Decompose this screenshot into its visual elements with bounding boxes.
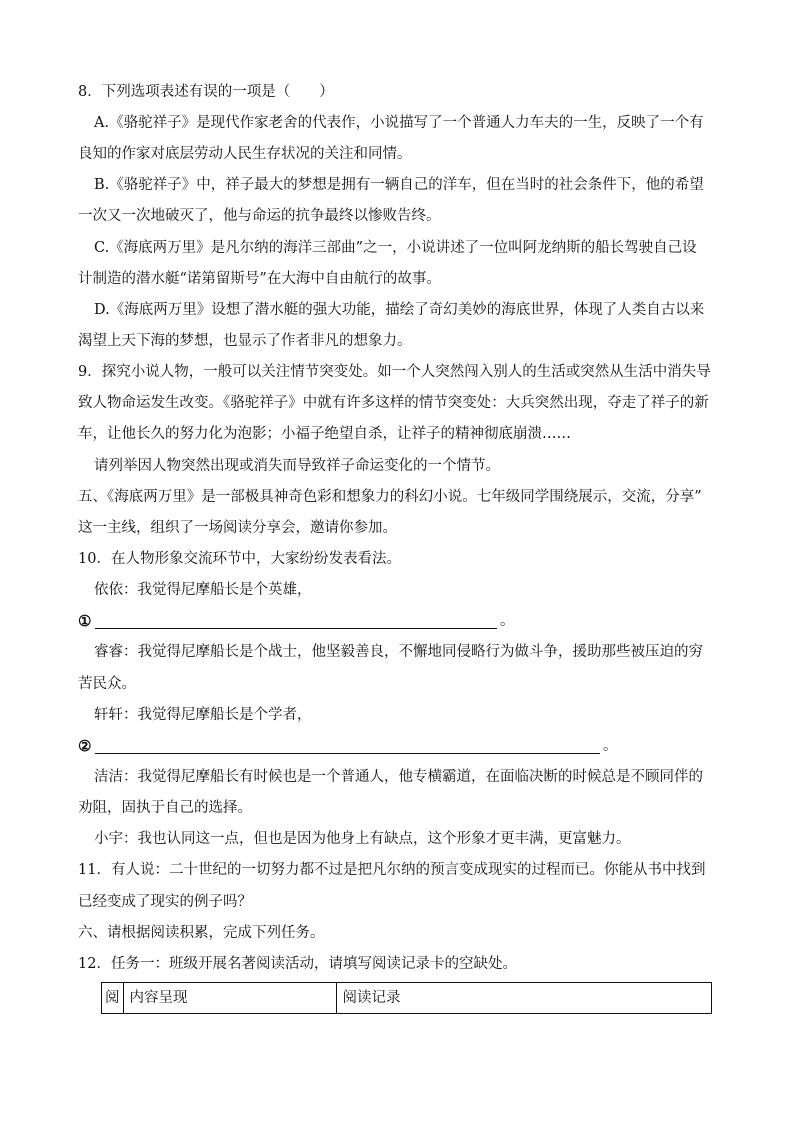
blank-marker-2: ② — [78, 737, 92, 755]
table-header-row — [102, 983, 712, 1014]
q10-ruirui-line1: 睿睿：我觉得尼摩船长是个战士，他坚毅善良，不懈地同侵略行为做斗争，援助那些被压迫的穷 — [94, 644, 703, 660]
q10-ruirui-line2: 苦民众。 — [78, 676, 136, 692]
blank-2-period: 。 — [603, 738, 618, 754]
q10-jiejie-line2: 劝阻，固执于自己的选择。 — [78, 800, 252, 816]
q11-line2: 已经变成了现实的例子吗？ — [78, 894, 252, 910]
q9-line2: 致人物命运发生改变。《骆驼祥子》中就有许多这样的情节突变处：大兵突然出现，夺走了祥子的新 — [78, 395, 709, 411]
blank-marker-1: ① — [78, 612, 92, 630]
answer-blank-2[interactable] — [95, 753, 600, 754]
q11-line1: 11．有人说：二十世纪的一切努力都不过是把凡尔纳的预言变成现实的过程而已。你能从书中找到 — [78, 862, 706, 878]
q10-jiejie-line1: 洁洁：我觉得尼摩船长有时候也是一个普通人，他专横霸道，在面临决断的时候总是不顾同伴的 — [94, 769, 703, 785]
q8-option-d-line2: 渴望上天下海的梦想，也显示了作者非凡的想象力。 — [78, 333, 412, 349]
q8-option-d-line1: D.《海底两万里》设想了潜水艇的强大功能，描绘了奇幻美妙的海底世界，体现了人类自古以来 — [94, 302, 705, 318]
section5-line2: 这一主线，组织了一场阅读分享会，邀请你参加。 — [78, 520, 397, 536]
q10-xuanxuan: 轩轩：我觉得尼摩船长是个学者， — [94, 707, 312, 723]
blank-1-period: 。 — [500, 613, 515, 629]
q10-stem: 10．在人物形象交流环节中，大家纷纷发表看法。 — [78, 551, 401, 567]
q8-stem: 8．下列选项表述有误的一项是（ ） — [78, 84, 334, 100]
table-header-cell: 阅 — [102, 983, 124, 1014]
q8-option-b-line2: 一次又一次地破灭了，他与命运的抗争最终以惨败告终。 — [78, 208, 441, 224]
q9-line3: 车，让他长久的努力化为泡影；小福子绝望自杀，让祥子的精神彻底崩溃…… — [78, 426, 571, 442]
answer-blank-1[interactable] — [95, 628, 497, 629]
q8-option-c-line1: C.《海底两万里》是凡尔纳的海洋三部曲”之一，小说讲述了一位叫阿龙纳斯的船长驾驶自己设 — [94, 240, 697, 256]
q12-stem: 12．任务一：班级开展名著阅读活动，请填写阅读记录卡的空缺处。 — [78, 956, 517, 972]
q9-prompt: 请列举因人物突然出现或消失而导致祥子命运变化的一个情节。 — [94, 458, 500, 474]
q8-option-c-line2: 计制造的潜水艇“诺第留斯号”在大海中自由航行的故事。 — [78, 271, 441, 287]
q9-line1: 9．探究小说人物，一般可以关注情节突变处。如一个人突然闯入别人的生活或突然从生活中消失导 — [78, 364, 711, 380]
q10-xiaoyu: 小宇：我也认同这一点，但也是因为他身上有缺点，这个形象才更丰满，更富魅力。 — [94, 831, 631, 847]
q10-yiyi: 依依：我觉得尼摩船长是个英雄， — [94, 582, 312, 598]
table-header-cell: 内容呈现 — [123, 983, 336, 1014]
section6-title: 六、请根据阅读积累，完成下列任务。 — [78, 925, 325, 941]
q8-option-a-line2: 良知的作家对底层劳动人民生存状况的关注和同情。 — [78, 146, 412, 162]
reading-record-table — [101, 982, 712, 1014]
q8-option-b-line1: B.《骆驼祥子》中，祥子最大的梦想是拥有一辆自己的洋车，但在当时的社会条件下，他的希望 — [94, 177, 704, 193]
q8-option-a-line1: A.《骆驼祥子》是现代作家老舍的代表作，小说描写了一个普通人力车夫的一生，反映了一个有 — [94, 115, 704, 131]
table-header-cell: 阅读记录 — [336, 983, 712, 1014]
section5-line1: 五、《海底两万里》是一部极具神奇色彩和想象力的科幻小说。七年级同学围绕展示，交流，分享” — [78, 489, 702, 505]
